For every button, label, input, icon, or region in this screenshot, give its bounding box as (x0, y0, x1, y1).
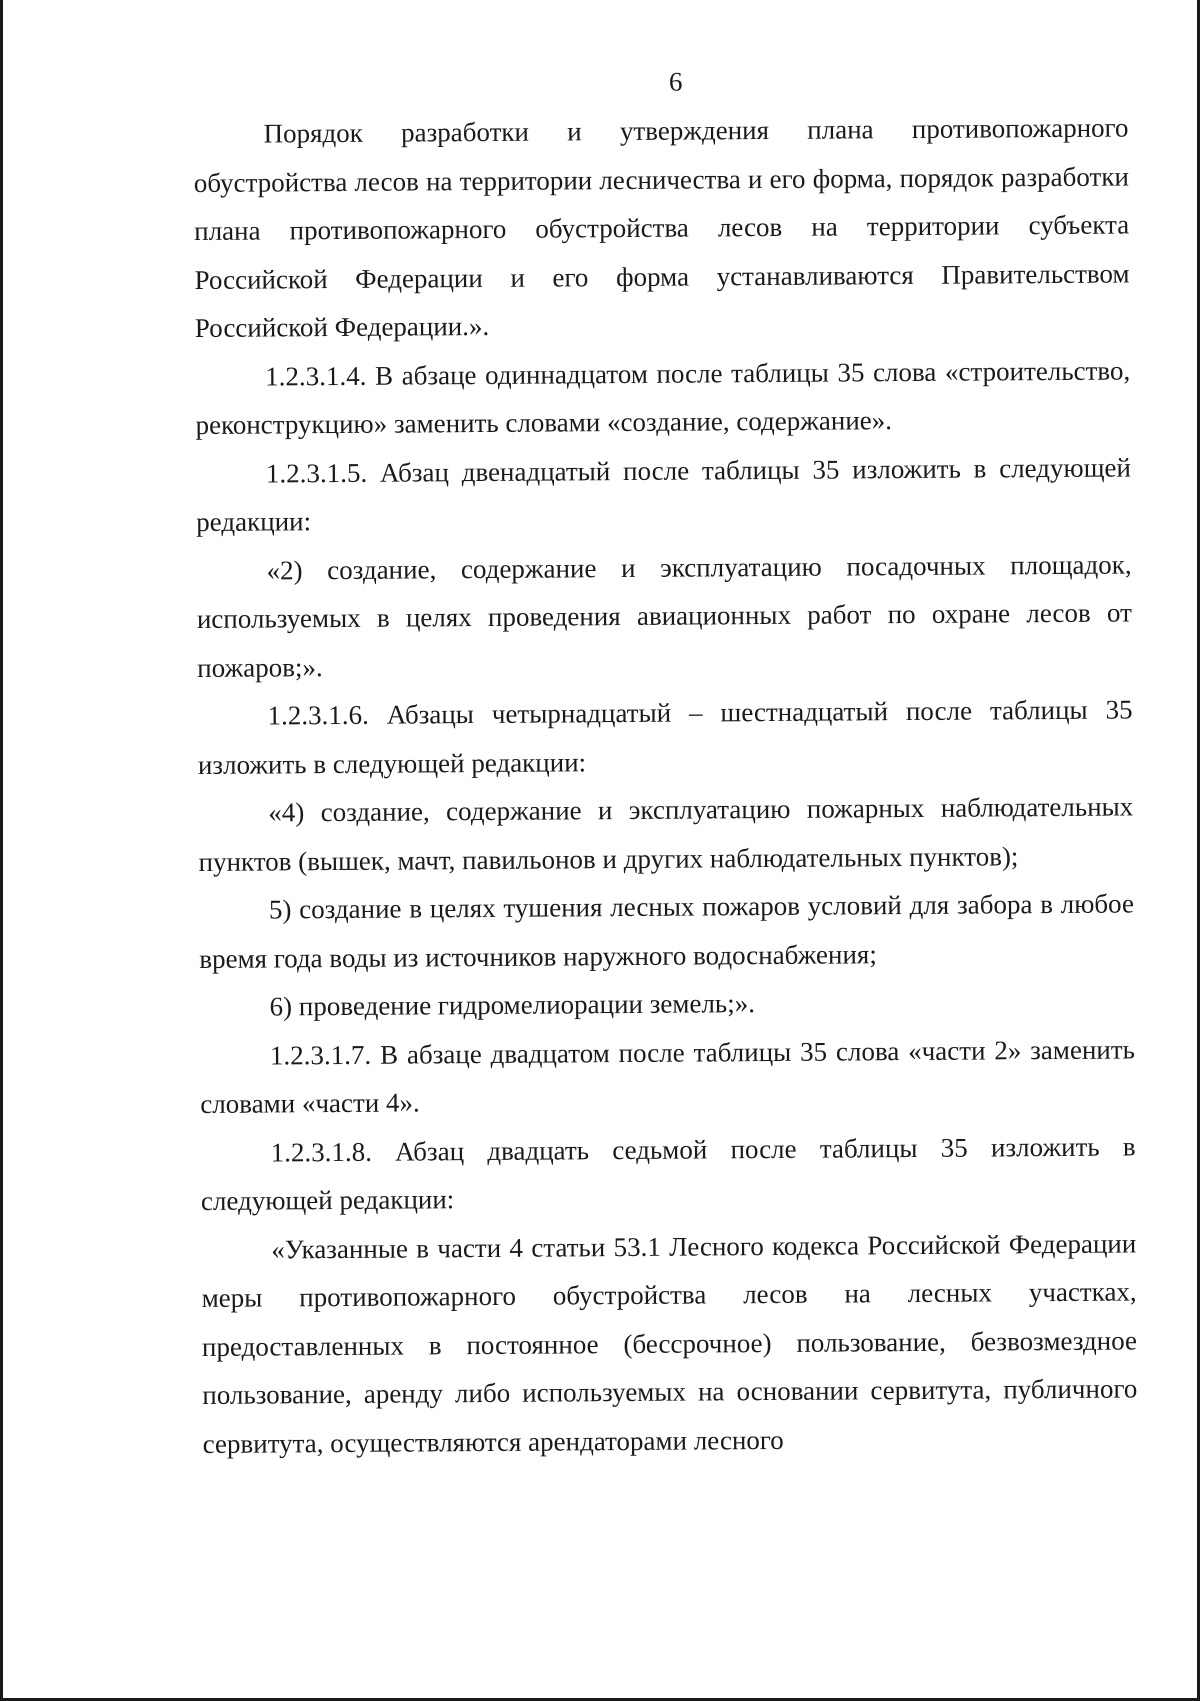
paragraph-fire-plan-procedure: Порядок разработки и утверждения плана противопожарного обустройства лесов на территории лесничества и его форма, порядок разработки плана противопожарного обустройства лесов на территории субъекта Российской Федерации и его форма устанавливаются Правительством Российской Федерации.». (193, 112, 1130, 343)
page-content (193, 53, 1138, 1467)
paragraph-item-5-water-intake: 5) создание в целях тушения лесных пожаров условий для забора в любое время года воды из источников наружного водоснабжения; (199, 888, 1135, 974)
page-number: 6 (668, 66, 683, 97)
paragraph-1-2-3-1-4: 1.2.3.1.4. В абзаце одиннадцатом после таблицы 35 слова «строительство, реконструкцию» заменить словами «создание, содержание». (195, 354, 1131, 440)
paragraph-1-2-3-1-6: 1.2.3.1.6. Абзацы четырнадцатый – шестнадцатый после таблицы 35 изложить в следующей редакции: (197, 694, 1133, 780)
paragraph-item-6-hydromelioration: 6) проведение гидромелиорации земель;». (269, 988, 756, 1022)
paragraph-item-4-observation-points: «4) создание, содержание и эксплуатацию пожарных наблюдательных пунктов (вышек, мачт, павильонов и других наблюдательных пунктов); (198, 791, 1134, 877)
paragraph-1-2-3-1-8: 1.2.3.1.8. Абзац двадцать седьмой после таблицы 35 изложить в следующей редакции: (200, 1130, 1136, 1216)
paragraph-1-2-3-1-7: 1.2.3.1.7. В абзаце двадцатом после таблицы 35 слова «части 2» заменить словами «части 4». (200, 1033, 1136, 1119)
paragraph-1-2-3-1-5: 1.2.3.1.5. Абзац двенадцатый после таблицы 35 изложить в следующей редакции: (196, 451, 1131, 537)
paragraph-quoted-measures: «Указанные в части 4 статьи 53.1 Лесного кодекса Российской Федерации меры противопожарного обустройства лесов на лесных участках, предоставленных в постоянное (бессрочное) пользование, безвозмездное пользование, аренду либо используемых на основании сервитута, публичного сервитута, осуществляются арендаторами лесного (201, 1227, 1138, 1459)
paragraph-item-2-landing-sites: «2) создание, содержание и эксплуатацию посадочных площадок, используемых в целях проведения авиационных работ по охране лесов от пожаров;». (196, 548, 1132, 683)
